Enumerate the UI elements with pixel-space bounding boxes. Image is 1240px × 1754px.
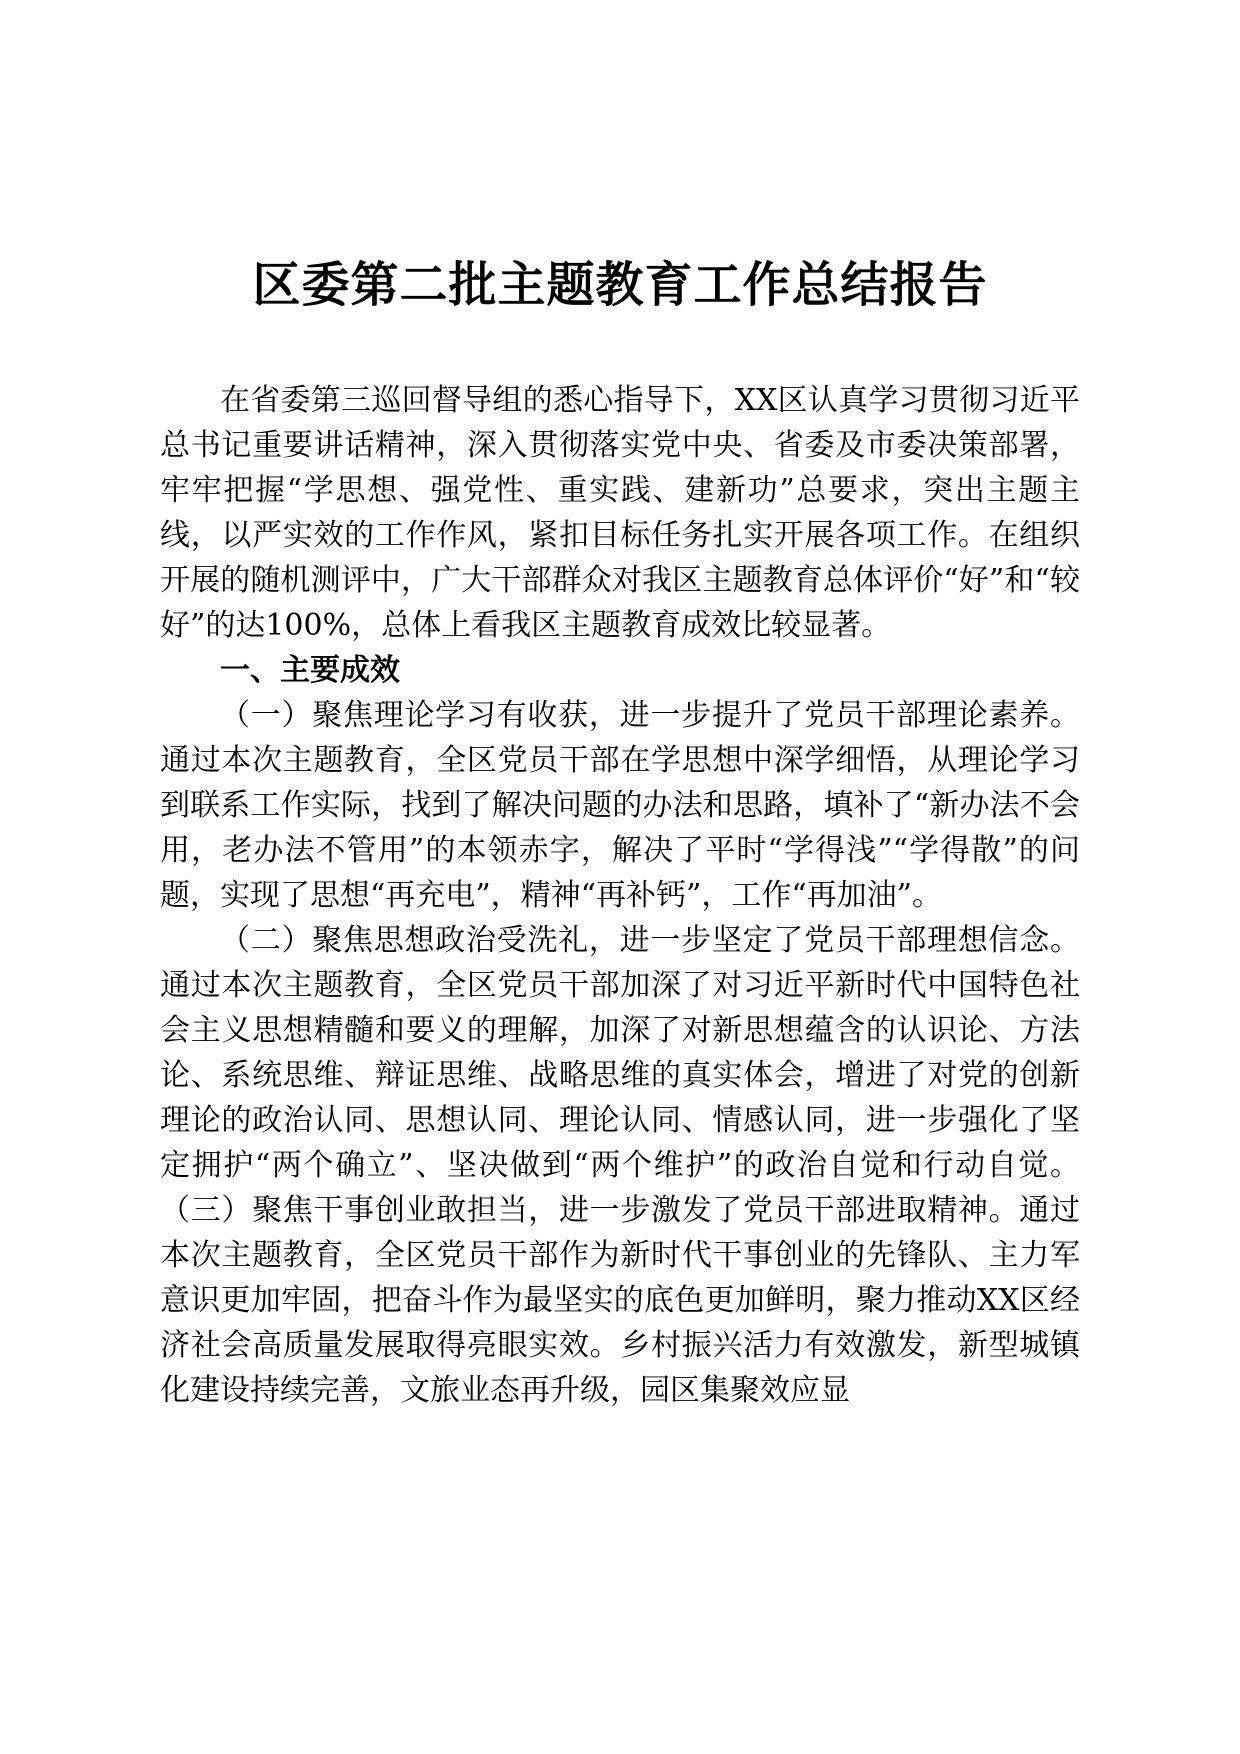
document-title: 区委第二批主题教育工作总结报告 xyxy=(252,257,988,313)
subsection-paragraph-1: （一）聚焦理论学习有收获，进一步提升了党员干部理论素养。通过本次主题教育，全区党员干部在学思想中深学细悟，从理论学习到联系工作实际，找到了解决问题的办法和思路，填补了“新办法不会用，老办法不管用”的本领赤字，解决了平时“学得浅”“学得散”的问题，实现了思想“再充电”，精神“再补钙”，工作“再加油”。 xyxy=(160,698,1080,913)
subsection-paragraph-2: （二）聚焦思想政治受洗礼，进一步坚定了党员干部理想信念。通过本次主题教育，全区党员干部加深了对习近平新时代中国特色社会主义思想精髓和要义的理解，加深了对新思想蕴含的认识论、方法论、系统思维、辩证思维、战略思维的真实体会，增进了对党的创新理论的政治认同、思想认同、理论认同、情感认同，进一步强化了坚定拥护“两个确立”、坚决做到“两个维护”的政治自觉和行动自觉。（三）聚焦干事创业敢担当，进一步激发了党员干部进取精神。通过本次主题教育，全区党员干部作为新时代干事创业的先锋队、主力军意识更加牢固，把奋斗作为最坚实的底色更加鲜明，聚力推动XX区经济社会高质量发展取得亮眼实效。乡村振兴活力有效激发，新型城镇化建设持续完善，文旅业态再升级，园区集聚效应显 xyxy=(160,923,1080,1408)
intro-paragraph: 在省委第三巡回督导组的悉心指导下，XX区认真学习贯彻习近平总书记重要讲话精神，深入贯彻落实党中央、省委及市委决策部署，牢牢把握“学思想、强党性、重实践、建新功”总要求，突出主题主线，以严实效的工作作风，紧扣目标任务扎实开展各项工作。在组织开展的随机测评中，广大干部群众对我区主题教育总体评价“好”和“较好”的达100%，总体上看我区主题教育成效比较显著。 xyxy=(160,383,1080,643)
section-heading-main-results: 一、主要成效 xyxy=(220,653,400,688)
document-body xyxy=(160,378,1080,1413)
